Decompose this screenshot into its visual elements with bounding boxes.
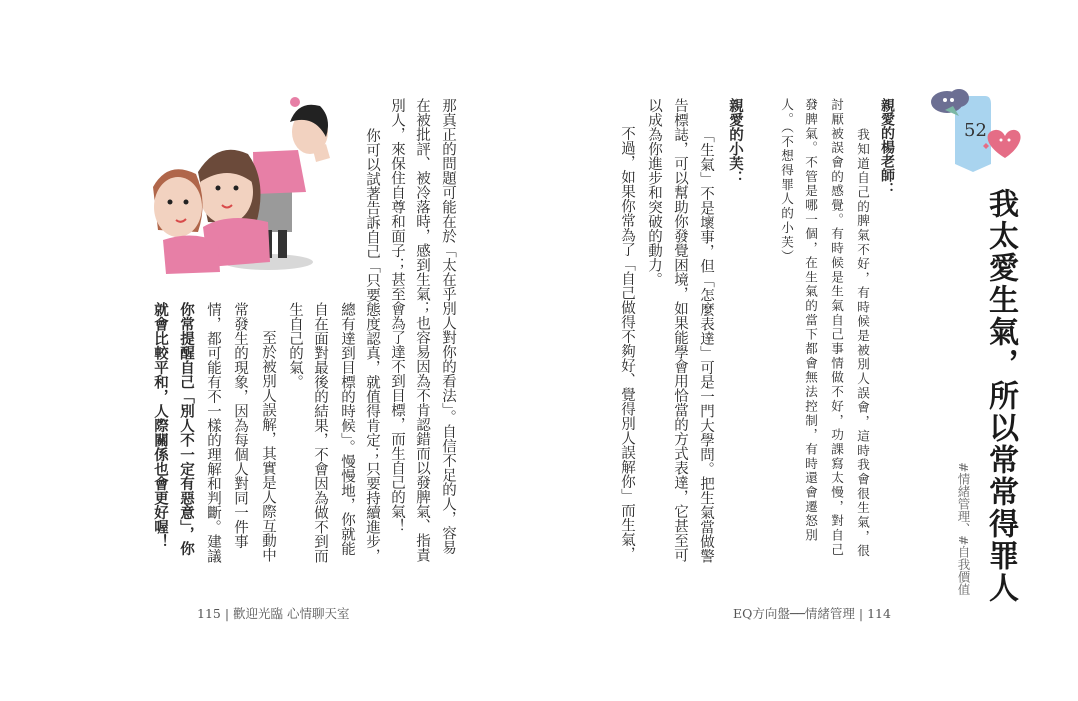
- left-page-footer: 115 | 歡迎光臨 心情聊天室: [197, 606, 350, 621]
- chapter-tags: #情緒管理、#自我價值: [956, 462, 971, 596]
- body-line: 情，都可能有不一樣的理解和判斷。建議: [205, 302, 221, 563]
- letter-line: 討厭被誤會的感覺。有時候是生氣自己事情做不好，功課寫太慢，對自己: [829, 98, 844, 558]
- body-line: 別人，來保住自尊和面子；甚至會為了達不到目標，而生自己的氣！: [389, 98, 405, 533]
- body-line: 生自己的氣。: [287, 302, 303, 389]
- three-girls-illustration: [148, 92, 333, 277]
- body-line: 在被批評、被冷落時，感到生氣；也容易因為不肯認錯而以發脾氣、指責: [414, 98, 430, 562]
- body-line: 至於被別人誤解，其實是人際互動中: [260, 330, 276, 562]
- chapter-number: 52: [964, 120, 987, 141]
- letter-salutation: 親愛的楊老師：: [879, 98, 895, 196]
- body-line: 常發生的現象，因為每個人對同一件事: [232, 302, 248, 549]
- reply-line: 告標誌，可以幫助你發覺困境，如果能學會用恰當的方式表達，它甚至可: [672, 98, 688, 562]
- chapter-title: 我太愛生氣，所以常常得罪人: [983, 188, 1018, 604]
- right-page-footer: EQ方向盤──情緒管理 | 114: [733, 606, 891, 621]
- reply-line: 以成為你進步和突破的動力。: [646, 98, 662, 287]
- letter-line: 發脾氣。不管是哪一個，在生氣的當下都會無法控制，有時還會遷怒別: [803, 98, 818, 543]
- body-line: 自在面對最後的結果，不會因為做不到而: [312, 302, 328, 563]
- body-line: 那真正的問題可能在於「太在乎別人對你的看法」。自信不足的人，容易: [440, 98, 456, 555]
- body-line-emphasis: 就會比較平和，人際關係也會更好喔！: [152, 302, 168, 549]
- letter-line: 我知道自己的脾氣不好，有時候是被別人誤會，這時我會很生氣，很: [855, 128, 870, 559]
- letter-signature-line: 人。（不想得罪人的小芙）: [779, 98, 794, 264]
- reply-line: 「生氣」不是壞事，但「怎麼表達」可是一門大學問。把生氣當做警: [698, 128, 714, 563]
- reply-salutation: 親愛的小芙：: [727, 98, 743, 185]
- reply-line: 不過，如果你常為了「自己做得不夠好、覺得別人誤解你」而生氣，: [619, 126, 635, 561]
- body-line: 你可以試著告訴自己「只要態度認真，就值得肯定；只要持續進步，: [364, 128, 380, 563]
- body-line-emphasis: 你常提醒自己「別人不一定有惡意」，你: [178, 302, 194, 556]
- body-line: 總有達到目標的時候」。慢慢地，你就能: [339, 302, 355, 556]
